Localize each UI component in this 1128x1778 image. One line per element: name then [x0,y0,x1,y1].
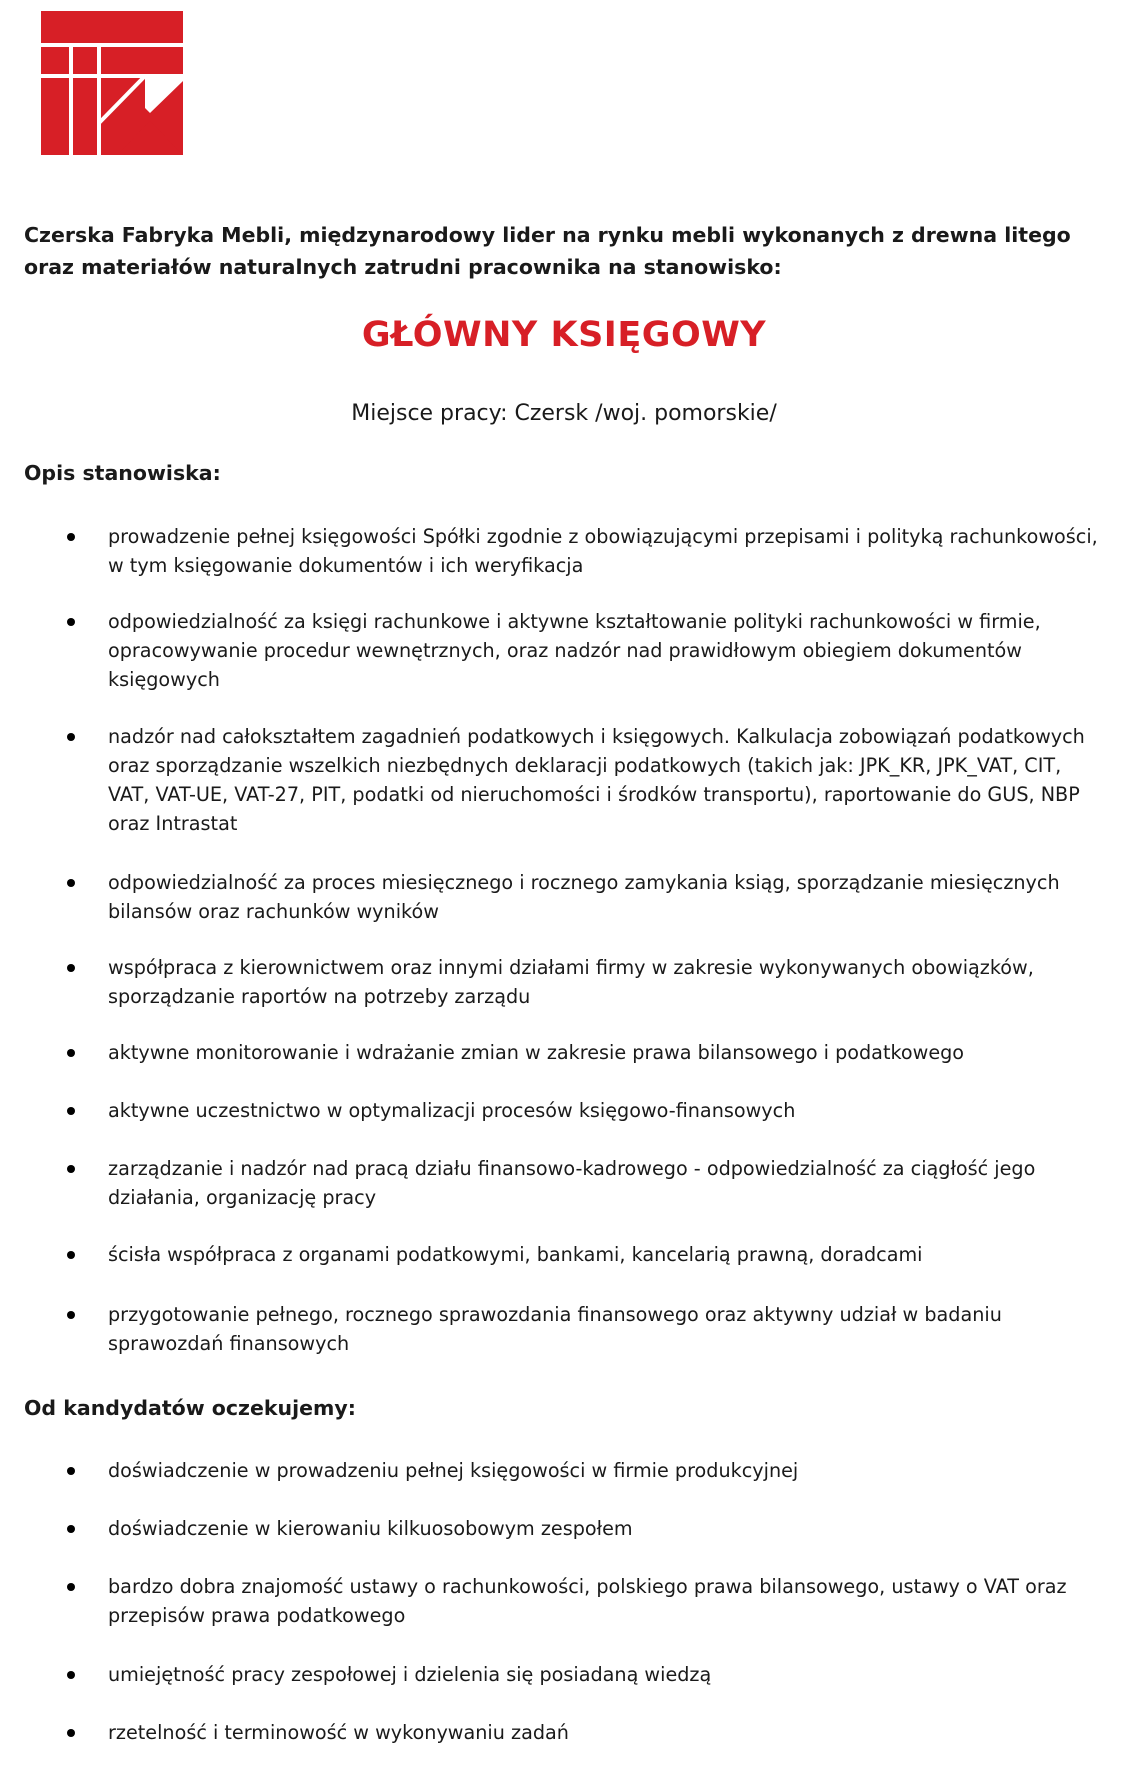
list-item-text: umiejętność pracy zespołowej i dzielenia się posiadaną wiedzą [108,1663,712,1686]
list-item-text: aktywne monitorowanie i wdrażanie zmian w zakresie prawa bilansowego i podatkowego [108,1041,965,1064]
list-item-text: nadzór nad całokształtem zagadnień podatkowych i księgowych. Kalkulacja zobowiązań podatkowych oraz sporządzanie wszelkich niezbędnych deklaracji podatkowych (takich jak: JPK_KR, JPK_VAT, CIT, VAT, VAT-UE, VAT-27, PIT, podatki od nieruchomości i środków transportu), raportowanie do GUS, NBP oraz Intrastat [108,725,1085,835]
bullet-icon [67,1467,75,1475]
list-item-text: przygotowanie pełnego, rocznego sprawozdania finansowego oraz aktywny udział w badaniu sprawozdań finansowych [108,1303,1002,1355]
job-title: GŁÓWNY KSIĘGOWY [361,315,767,355]
section-heading-opis: Opis stanowiska: [24,461,221,485]
list-item-text: odpowiedzialność za proces miesięcznego i rocznego zamykania ksiąg, sporządzanie miesięcznych bilansów oraz rachunków wyników [108,871,1060,923]
bullet-icon [67,1525,75,1533]
bullet-icon [67,1583,75,1591]
list-item-text: bardzo dobra znajomość ustawy o rachunkowości, polskiego prawa bilansowego, ustawy o VAT oraz przepisów prawa podatkowego [108,1575,1067,1627]
company-logo [41,11,183,155]
work-location: Miejsce pracy: Czersk /woj. pomorskie/ [351,401,777,426]
bullet-icon [67,733,75,741]
bullet-icon [67,879,75,887]
list-item-text: prowadzenie pełnej księgowości Spółki zgodnie z obowiązującymi przepisami i polityką rachunkowości, w tym księgowanie dokumentów i ich weryfikacja [108,525,1098,577]
bullet-icon [67,1049,75,1057]
bullet-icon [67,1311,75,1319]
section-heading-oczekujemy: Od kandydatów oczekujemy: [24,1396,356,1420]
list-item-text: doświadczenie w kierowaniu kilkuosobowym zespołem [108,1517,633,1540]
list-item-text: ścisła współpraca z organami podatkowymi, bankami, kancelarią prawną, doradcami [108,1243,923,1266]
bullet-icon [67,1165,75,1173]
list-item-text: zarządzanie i nadzór nad pracą działu finansowo-kadrowego - odpowiedzialność za ciągłość jego działania, organizację pracy [108,1157,1036,1209]
bullet-icon [67,1107,75,1115]
bullet-icon [67,618,75,626]
list-item-text: aktywne uczestnictwo w optymalizacji procesów księgowo-finansowych [108,1099,796,1122]
bullet-icon [67,1729,75,1737]
intro-text: Czerska Fabryka Mebli, międzynarodowy lider na rynku mebli wykonanych z drewna litego oraz materiałów naturalnych zatrudni pracownika na stanowisko: [24,223,1071,279]
list-item-text: doświadczenie w prowadzeniu pełnej księgowości w firmie produkcyjnej [108,1459,799,1482]
list-item-text: współpraca z kierownictwem oraz innymi działami firmy w zakresie wykonywanych obowiązków, sporządzanie raportów na potrzeby zarządu [108,956,1034,1008]
bullet-icon [67,1671,75,1679]
list-item-text: odpowiedzialność za księgi rachunkowe i aktywne kształtowanie polityki rachunkowości w firmie, opracowywanie procedur wewnętrznych, oraz nadzór nad prawidłowym obiegiem dokumentów księgowych [108,610,1041,691]
list-item-text: rzetelność i terminowość w wykonywaniu zadań [108,1721,569,1744]
bullet-icon [67,1251,75,1259]
bullet-icon [67,964,75,972]
bullet-icon [67,533,75,541]
